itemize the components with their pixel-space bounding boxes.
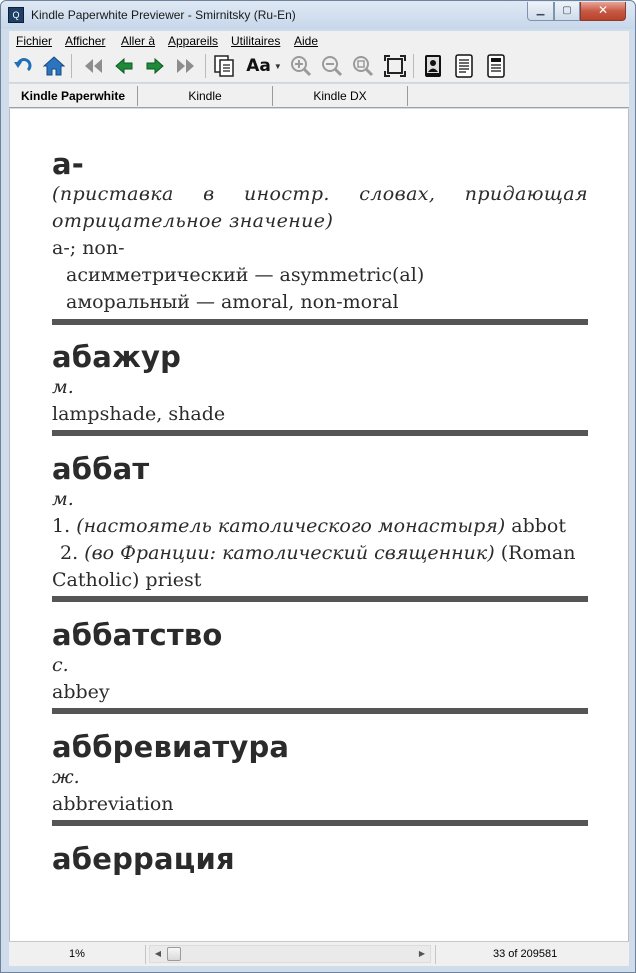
scroll-right-icon[interactable]: ▶ bbox=[418, 949, 426, 958]
home-button[interactable] bbox=[42, 54, 66, 78]
zoom-in-icon bbox=[290, 55, 312, 77]
entry-divider bbox=[52, 430, 588, 436]
previous-page-button[interactable] bbox=[112, 54, 136, 78]
headword: аббатство bbox=[52, 618, 223, 652]
scroll-left-icon[interactable]: ◀ bbox=[154, 949, 162, 958]
zoom-in-button[interactable] bbox=[289, 54, 313, 78]
entry-translation: lampshade, shade bbox=[52, 403, 226, 425]
table-of-contents-icon bbox=[213, 55, 235, 77]
menu-utilitaires[interactable]: Utilitaires bbox=[231, 34, 281, 48]
tab-kindle[interactable]: Kindle bbox=[138, 86, 273, 106]
entry-example: асимметрический — asymmetric(al) bbox=[66, 264, 425, 286]
entry-divider bbox=[52, 596, 588, 602]
entry-gender: м. bbox=[52, 376, 74, 398]
back-button[interactable] bbox=[11, 54, 35, 78]
menu-appareils[interactable]: Appareils bbox=[168, 34, 219, 48]
status-separator bbox=[145, 945, 146, 964]
window-title: Kindle Paperwhite Previewer - Smirnitsky (Ru-En) bbox=[31, 8, 296, 22]
first-page-icon bbox=[82, 57, 104, 75]
tab-kindle-dx[interactable]: Kindle DX bbox=[273, 86, 408, 106]
dictionary-entry bbox=[52, 730, 588, 818]
next-page-button[interactable] bbox=[143, 54, 167, 78]
menu-afficher[interactable]: Afficher bbox=[65, 34, 106, 48]
title-bar[interactable] bbox=[1, 1, 635, 29]
close-icon: ✕ bbox=[597, 3, 609, 17]
font-size-icon: Aa bbox=[246, 56, 271, 76]
maximize-button[interactable] bbox=[554, 2, 580, 21]
dictionary-entry bbox=[52, 147, 588, 316]
headword: аббат bbox=[52, 452, 150, 486]
page-layout-button[interactable] bbox=[452, 54, 476, 78]
entry-divider bbox=[52, 319, 588, 325]
device-settings-button[interactable] bbox=[484, 54, 508, 78]
zoom-out-button[interactable] bbox=[320, 54, 344, 78]
page-counter: 33 of 209581 bbox=[493, 948, 558, 960]
status-separator bbox=[435, 945, 436, 964]
app-icon[interactable]: Q bbox=[8, 7, 24, 23]
headword: абажур bbox=[52, 340, 182, 374]
entry-example: аморальный — amoral, non-moral bbox=[66, 291, 399, 313]
dictionary-entry bbox=[52, 452, 588, 594]
zoom-out-icon bbox=[321, 55, 343, 77]
headword: аббревиатура bbox=[52, 730, 290, 764]
entry-sense: 1. (настоятель католического монастыря) abbot bbox=[52, 515, 566, 537]
dictionary-entry bbox=[52, 340, 588, 428]
last-page-button[interactable] bbox=[174, 54, 198, 78]
headword: аберрация bbox=[52, 842, 235, 876]
entry-divider bbox=[52, 820, 588, 826]
entry-gloss: (приставка в иностр. словах, придающая отрицательное значение) bbox=[52, 183, 588, 232]
headword: а- bbox=[52, 147, 85, 181]
last-page-icon bbox=[175, 57, 197, 75]
entry-gender: с. bbox=[52, 654, 69, 676]
status-bar bbox=[9, 941, 629, 966]
minimize-button[interactable] bbox=[527, 2, 554, 21]
back-icon bbox=[13, 56, 33, 76]
first-page-button[interactable] bbox=[81, 54, 105, 78]
entry-divider bbox=[52, 708, 588, 714]
fit-screen-button[interactable] bbox=[383, 54, 407, 78]
toolbar-separator bbox=[71, 54, 72, 78]
progress-percent: 1% bbox=[69, 948, 85, 960]
close-button[interactable] bbox=[580, 2, 626, 21]
toolbar bbox=[9, 50, 629, 83]
chevron-down-icon: ▼ bbox=[273, 61, 282, 71]
dictionary-entry bbox=[52, 618, 588, 706]
actual-size-icon bbox=[352, 55, 374, 77]
scroll-thumb[interactable] bbox=[167, 947, 181, 961]
entry-gender: м. bbox=[52, 488, 74, 510]
entry-sense-continuation: Catholic) priest bbox=[52, 569, 202, 591]
page-preview[interactable] bbox=[9, 109, 629, 941]
maximize-icon: ▢ bbox=[562, 5, 572, 16]
device-tab-bar bbox=[9, 84, 629, 108]
device-settings-icon bbox=[486, 54, 506, 78]
actual-size-button[interactable] bbox=[351, 54, 375, 78]
home-icon bbox=[43, 56, 65, 76]
menu-fichier[interactable]: Fichier bbox=[16, 34, 53, 48]
entry-sense: 2. (во Франции: католический священник) (Roman bbox=[60, 542, 576, 564]
dictionary-entry bbox=[52, 842, 588, 876]
font-size-button[interactable] bbox=[244, 54, 284, 78]
minimize-icon: ▁ bbox=[536, 5, 545, 16]
entry-translation: abbreviation bbox=[52, 793, 174, 815]
orientation-icon bbox=[423, 54, 443, 78]
toolbar-separator bbox=[413, 54, 414, 78]
menu-bar bbox=[9, 31, 629, 50]
next-page-icon bbox=[145, 57, 165, 75]
fit-screen-icon bbox=[384, 55, 406, 77]
tab-kindle-paperwhite[interactable]: Kindle Paperwhite bbox=[9, 86, 138, 106]
entry-translation: a-; non- bbox=[52, 237, 125, 259]
entry-translation: abbey bbox=[52, 681, 110, 703]
page-layout-icon bbox=[454, 54, 474, 78]
entry-gender: ж. bbox=[52, 766, 80, 788]
menu-aller-a[interactable]: Aller à bbox=[121, 34, 156, 48]
position-scrollbar[interactable] bbox=[149, 945, 431, 963]
menu-aide[interactable]: Aide bbox=[294, 34, 319, 48]
orientation-button[interactable] bbox=[421, 54, 445, 78]
toolbar-separator bbox=[205, 54, 206, 78]
previous-page-icon bbox=[114, 57, 134, 75]
table-of-contents-button[interactable] bbox=[212, 54, 236, 78]
